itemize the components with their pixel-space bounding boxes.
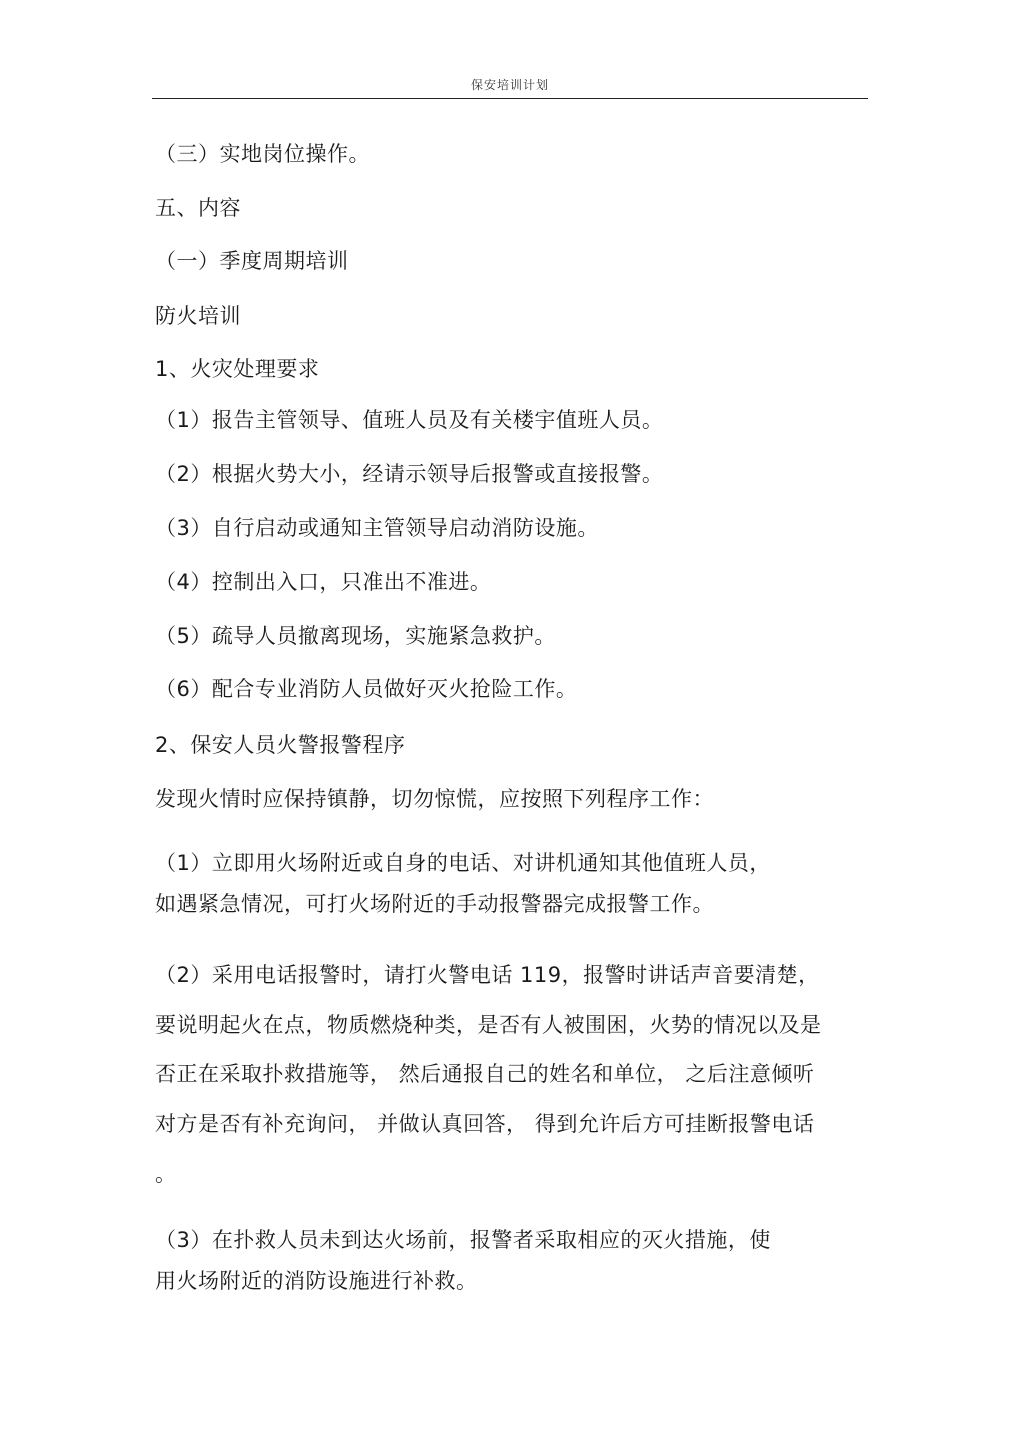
text-line: 。 — [155, 1162, 177, 1186]
page-header — [152, 70, 868, 99]
text-line: 用火场附近的消防设施进行补救。 — [155, 1269, 478, 1293]
text-line: 对方是否有补充询问， 并做认真回答， 得到允许后方可挂断报警电话 — [155, 1112, 815, 1136]
text-line: （1）报告主管领导、值班人员及有关楼宇值班人员。 — [155, 408, 664, 432]
text-line: （4）控制出入口，只准出不准进。 — [155, 570, 492, 594]
text-line: 发现火情时应保持镇静，切勿惊慌，应按照下列程序工作： — [155, 787, 714, 811]
text-line: 1、火灾处理要求 — [155, 357, 320, 381]
text-line: （3）在扑救人员未到达火场前，报警者采取相应的灭火措施，使 — [155, 1228, 771, 1252]
text-line: （2）根据火势大小，经请示领导后报警或直接报警。 — [155, 462, 664, 486]
text-line: （一）季度周期培训 — [155, 249, 349, 273]
text-line: （6）配合专业消防人员做好灭火抢险工作。 — [155, 677, 578, 701]
text-line: 防火培训 — [155, 304, 241, 328]
header-title: 保安培训计划 — [470, 78, 549, 92]
text-line: 要说明起火在点，物质燃烧种类，是否有人被围困，火势的情况以及是 — [155, 1013, 822, 1037]
text-line: （三）实地岗位操作。 — [155, 142, 370, 166]
text-line: （5）疏导人员撤离现场，实施紧急救护。 — [155, 624, 556, 648]
text-line: 如遇紧急情况，可打火场附近的手动报警器完成报警工作。 — [155, 892, 714, 916]
text-line: 五、内容 — [155, 196, 241, 220]
text-line: 否正在采取扑救措施等， 然后通报自己的姓名和单位， 之后注意倾听 — [155, 1062, 815, 1086]
text-line: 2、保安人员火警报警程序 — [155, 733, 406, 757]
text-line: （3）自行启动或通知主管领导启动消防设施。 — [155, 516, 599, 540]
text-line: （2）采用电话报警时，请打火警电话 119，报警时讲话声音要清楚， — [155, 963, 820, 987]
text-line: （1）立即用火场附近或自身的电话、对讲机通知其他值班人员， — [155, 851, 771, 875]
